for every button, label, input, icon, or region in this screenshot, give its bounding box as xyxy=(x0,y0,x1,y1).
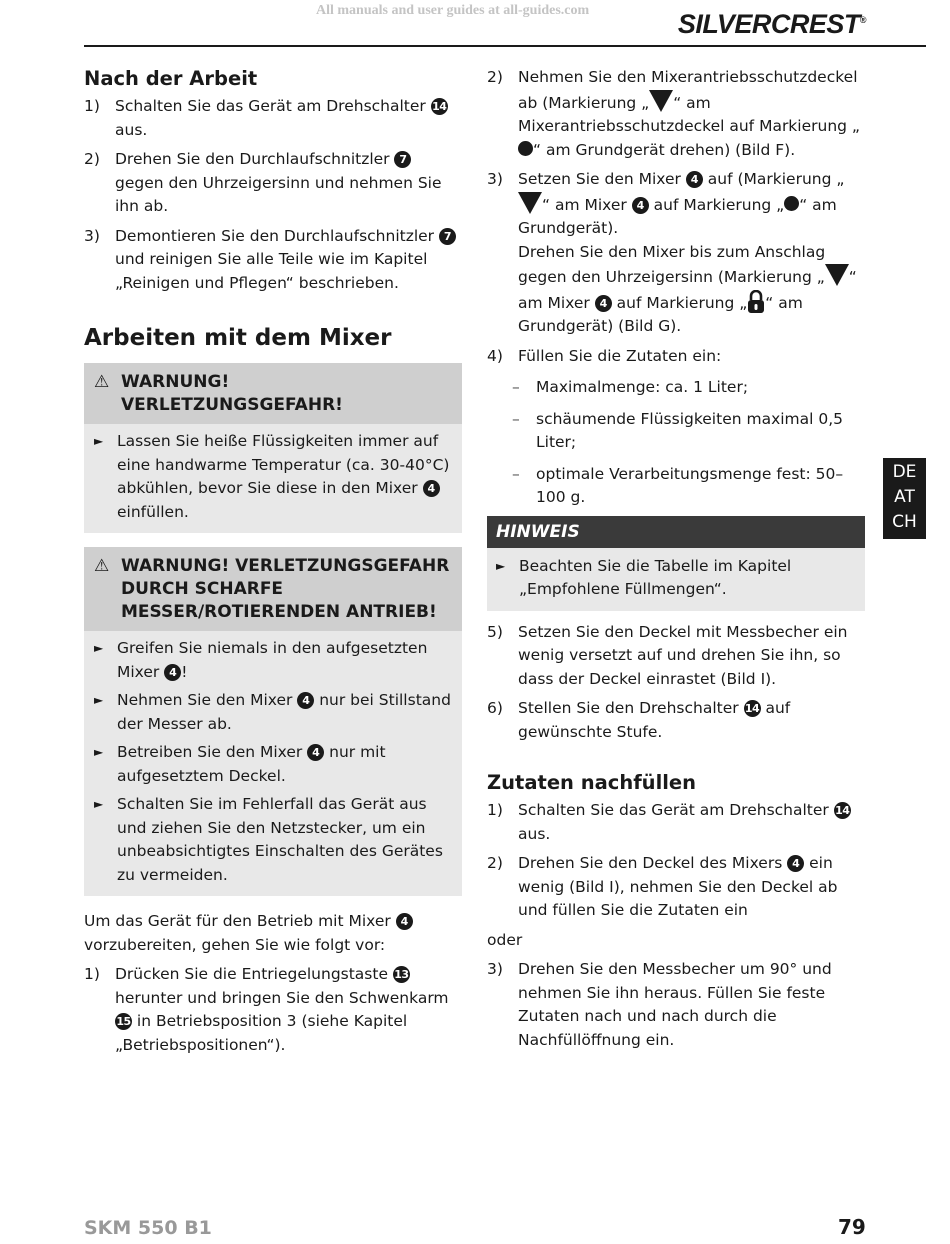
right-column xyxy=(487,66,865,1058)
mixer-intro: Um das Gerät für den Betrieb mit Mixer 4 vorzubereiten, gehen Sie wie folgt vor: xyxy=(84,910,462,957)
footer-model: SKM 550 B1 xyxy=(84,1217,212,1239)
left-column xyxy=(84,66,462,1063)
section-title-mixer: Arbeiten mit dem Mixer xyxy=(84,325,392,351)
warning-item: ► Lassen Sie heiße Flüssigkeiten immer auf eine handwarme Temperatur (ca. 30-40°C) abkühlen, bevor Sie diese in den Mixer 4 einfüllen. xyxy=(94,430,452,524)
brand-mark: ® xyxy=(859,15,866,25)
warning-box-hot-liquids xyxy=(84,363,462,533)
dot-marker-icon xyxy=(518,141,533,156)
warning-triangle-icon: ⚠ xyxy=(94,372,110,392)
warning-triangle-icon: ⚠ xyxy=(94,556,110,576)
lock-marker-icon xyxy=(747,290,765,314)
arrow-bullet-icon: ► xyxy=(94,693,104,707)
triangle-marker-icon xyxy=(649,90,673,112)
after-work-step-2: 2) Drehen Sie den Durchlaufschnitzler 7 gegen den Uhrzeigersinn und nehmen Sie ihn ab. xyxy=(84,150,442,215)
ref-number-badge: 14 xyxy=(432,100,447,113)
fill-item: – schäumende Flüssigkeiten maximal 0,5 Liter; xyxy=(512,409,844,451)
warning-item: ► Schalten Sie im Fehlerfall das Gerät aus und ziehen Sie den Netzstecker, um ein unbeabsichtigtes Einschalten des Gerätes zu vermeiden. xyxy=(94,793,452,887)
ref-number-badge: 7 xyxy=(439,228,456,245)
warning-heading: ⚠ WARNUNG! VERLETZUNGSGEFAHR DURCH SCHARFE MESSER/ROTIERENDEN ANTRIEB! xyxy=(84,547,462,631)
ref-number-badge: 4 xyxy=(307,744,324,761)
dot-marker-icon xyxy=(784,196,799,211)
ref-number-badge: 4 xyxy=(164,664,181,681)
hint-box xyxy=(487,516,865,611)
arrow-bullet-icon: ► xyxy=(94,745,104,759)
mixer-step-4: 4) Füllen Sie die Zutaten ein: xyxy=(487,346,722,365)
section-title-after-work: Nach der Arbeit xyxy=(84,67,258,90)
arrow-bullet-icon: ► xyxy=(94,434,104,448)
brand-logo xyxy=(678,2,866,42)
refill-step-2: 2) Drehen Sie den Deckel des Mixers 4 ein wenig (Bild I), nehmen Sie den Deckel ab und füllen Sie die Zutaten ein xyxy=(487,854,838,919)
ref-number-badge: 4 xyxy=(423,480,440,497)
warning-box-sharp-blades xyxy=(84,547,462,896)
mixer-step-5: 5) Setzen Sie den Deckel mit Messbecher ein wenig versetzt auf und drehen Sie ihn, so dass der Deckel einrastet (Bild I). xyxy=(487,622,848,688)
ref-number-badge: 4 xyxy=(396,913,413,930)
warning-item: ► Betreiben Sie den Mixer 4 nur mit aufgesetztem Deckel. xyxy=(94,741,452,788)
triangle-marker-icon xyxy=(825,264,849,286)
fill-item: – Maximalmenge: ca. 1 Liter; xyxy=(512,378,749,396)
lang-ch: CH xyxy=(892,512,917,532)
warning-item: ► Nehmen Sie den Mixer 4 nur bei Stillstand der Messer ab. xyxy=(94,689,452,736)
ref-number-badge: 14 xyxy=(835,804,850,817)
triangle-marker-icon xyxy=(518,192,542,214)
ref-number-badge: 15 xyxy=(116,1015,131,1028)
warning-heading: ⚠ WARNUNG! VERLETZUNGSGEFAHR! xyxy=(84,363,462,424)
section-title-refill: Zutaten nachfüllen xyxy=(487,771,697,794)
lang-at: AT xyxy=(894,487,915,507)
after-work-step-1: 1) Schalten Sie das Gerät am Drehschalter 14 aus. xyxy=(84,97,447,139)
mixer-step-1: 1) Drücken Sie die Entriegelungstaste 13 herunter und bringen Sie den Schwenkarm 15 in Betriebsposition 3 (siehe Kapitel „Betriebspositionen“). xyxy=(84,965,449,1054)
warning-item: ► Greifen Sie niemals in den aufgesetzten Mixer 4 ! xyxy=(94,637,452,684)
language-tab xyxy=(883,458,926,539)
mixer-step-2: 2) Nehmen Sie den Mixerantriebsschutzdeckel ab (Markierung „ “ am Mixerantriebsschutzdeckel auf Markierung „“ am Grundgerät drehen) (Bild F). xyxy=(487,68,860,159)
hint-item: ► Beachten Sie die Tabelle im Kapitel „Empfohlene Füllmengen“. xyxy=(496,555,856,602)
ref-number-badge: 14 xyxy=(744,702,760,715)
watermark: All manuals and user guides at all-guides.com xyxy=(316,3,590,18)
arrow-bullet-icon: ► xyxy=(94,797,104,811)
arrow-bullet-icon: ► xyxy=(496,558,506,573)
ref-number-badge: 4 xyxy=(297,692,314,709)
refill-or: oder xyxy=(487,930,523,949)
after-work-step-3: 3) Demontieren Sie den Durchlaufschnitzler 7 und reinigen Sie alle Teile wie im Kapitel „Reinigen und Pflegen“ beschrieben. xyxy=(84,225,462,296)
refill-step-3: 3) Drehen Sie den Messbecher um 90° und nehmen Sie ihn heraus. Füllen Sie feste Zutaten nach und nach durch die Nachfüllöffnung ein. xyxy=(487,960,832,1049)
lang-de: DE xyxy=(892,462,917,482)
mixer-step-6: 6) Stellen Sie den Drehschalter 14 auf gewünschte Stufe. xyxy=(487,699,791,741)
ref-number-badge: 4 xyxy=(686,171,703,188)
ref-number-badge: 4 xyxy=(595,295,612,312)
page-number: 79 xyxy=(838,1215,866,1239)
mixer-step-3: 3) Setzen Sie den Mixer 4 auf (Markierung „“ am Mixer 4 auf Markierung „ “ am Grundgerät). Drehen Sie den Mixer bis zum Anschlag gegen den Uhrzeigersinn (Markierung „ “ am Mixer 4 auf Markierung „ “ am Grundgerät) (Bild G). xyxy=(487,170,857,335)
brand-name: SILVERCREST xyxy=(677,9,860,39)
arrow-bullet-icon: ► xyxy=(94,641,104,655)
header-rule xyxy=(84,45,926,47)
ref-number-badge: 4 xyxy=(787,855,804,872)
ref-number-badge: 13 xyxy=(394,968,409,981)
refill-step-1: 1) Schalten Sie das Gerät am Drehschalter 14 aus. xyxy=(487,801,850,843)
ref-number-badge: 7 xyxy=(394,151,411,168)
ref-number-badge: 4 xyxy=(632,197,649,214)
fill-item: – optimale Verarbeitungsmenge fest: 50–100 g. xyxy=(512,464,844,506)
hint-heading: HINWEIS xyxy=(487,516,865,548)
